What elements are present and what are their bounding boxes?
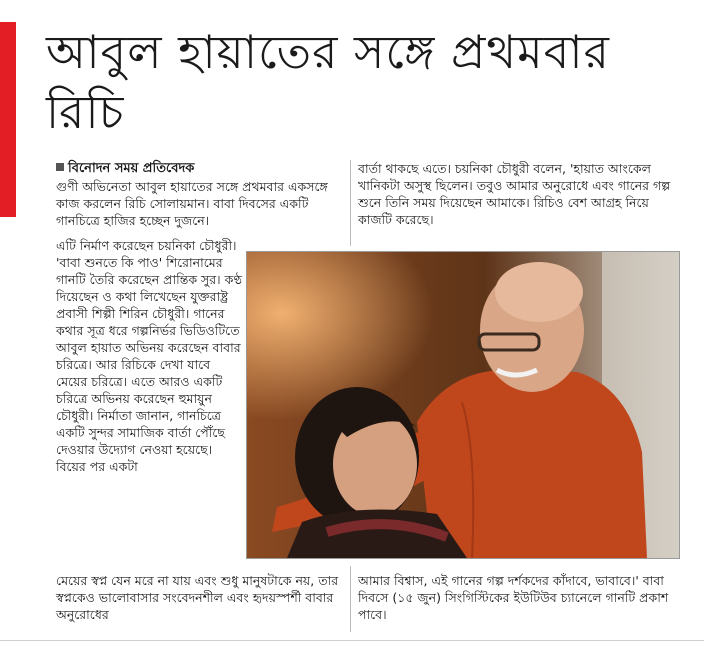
- article-col2-bottom: আমার বিশ্বাস, এই গানের গল্প দর্শকদের কাঁদাবে, ভাবাবে।' বাবা দিবসে (১৫ জুন) সিংগিস্টিকের ইউটিউব চ্যানেলে গানটি প্রকাশ পাবে।: [358, 573, 669, 622]
- bottom-rule: [0, 640, 704, 641]
- article-col2-top: বার্তা থাকছে এতে। চয়নিকা চৌধুরী বলেন, 'হায়াত আংকেল খানিকটা অসুস্থ ছিলেন। তবুও আমার অনুরোধে এবং গানের গল্প শুনে তিনি সময় দিয়েছেন আমাকে। রিচিও বেশ আগ্রহ নিয়ে কাজটি করেছে।: [358, 161, 671, 227]
- bullet-icon: [56, 163, 64, 171]
- accent-bar: [0, 22, 16, 217]
- article-col1-narrow: এটি নির্মাণ করেছেন চয়নিকা চৌধুরী। 'বাবা শুনতে কি পাও' শিরোনামের গানটি তৈরি করেছেন প্রান্তিক সুর। কণ্ঠ দিয়েছেন ও কথা লিখেছেন যুক্তরাষ্ট্র প্রবাসী শিল্পী শিরিন চৌধুরী। গানের কথার সূত্র ধরে গল্পনির্ভর ভিডিওটিতে আবুল হায়াত অভিনয় করেছেন বাবার চরিত্রে। আর রিচিকে দেখা যাবে মেয়ের চরিত্রে। এতে আরও একটি চরিত্রে অভিনয় করেছেন হুমায়ুন চৌধুরী। নির্মাতা জানান, গানচিত্রে একটি সুন্দর সামাজিক বার্তা পৌঁছে দেওয়ার উদ্যোগ নেওয়া হয়েছে। বিয়ের পর একটা: [56, 238, 243, 474]
- article-photo: [246, 251, 680, 559]
- article-col1-top: গুণী অভিনেতা আবুল হায়াতের সঙ্গে প্রথমবার একসঙ্গে কাজ করলেন রিচি সোলায়মান। বাবা দিবসের একটি গানচিত্রে হাজির হচ্ছেন দুজনে।: [56, 179, 328, 228]
- byline: বিনোদন সময় প্রতিবেদক: [68, 161, 195, 176]
- article-col1-bottom: মেয়ের স্বপ্ন যেন মরে না যায় এবং শুধু মানুষটাকে নয়, তার স্বপ্নকেও ভালোবাসার সংবেদনশীল এবং হৃদয়স্পর্শী বাবার অনুরোধের: [56, 573, 339, 622]
- byline-row: [56, 160, 346, 177]
- column-divider-bottom: [350, 566, 351, 632]
- headline: আবুল হায়াতের সঙ্গে প্রথমবার রিচি: [46, 25, 610, 139]
- photo-illustration: [247, 252, 679, 558]
- column-divider: [350, 160, 351, 246]
